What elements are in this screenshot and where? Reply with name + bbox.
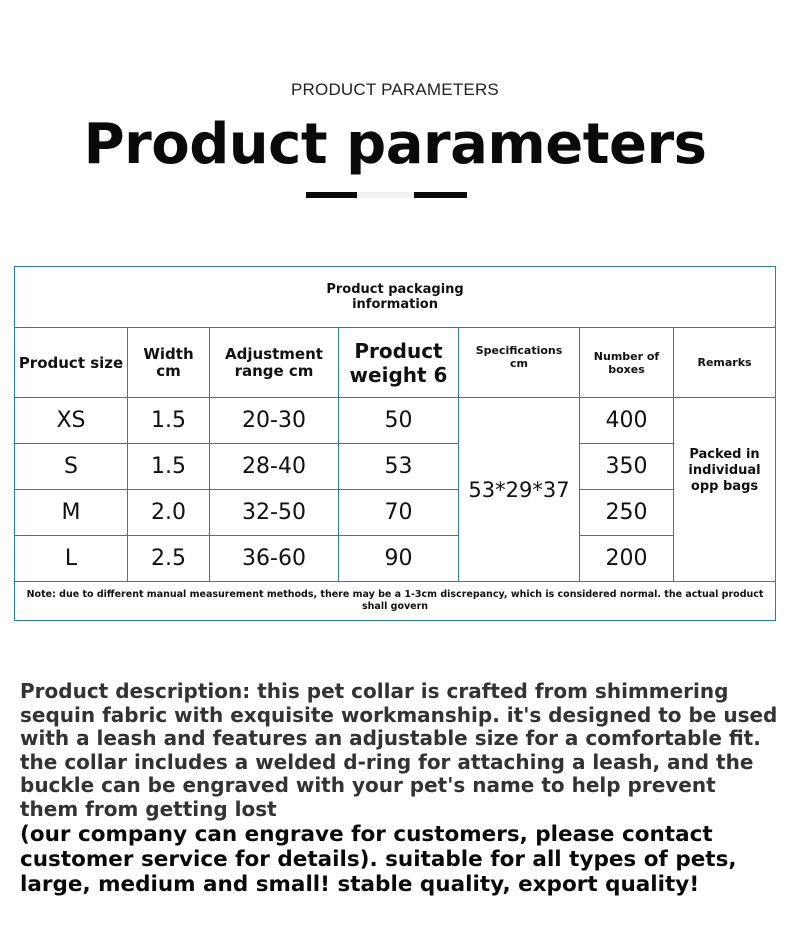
page-subtitle: PRODUCT PARAMETERS: [291, 80, 499, 99]
size-cell: L: [15, 536, 128, 582]
column-header-row: [15, 328, 776, 398]
product-description: Product description: this pet collar is crafted from shimmering sequin fabric with exquisite workmanship. it's designed to be used with a leash and features an adjustable size for a comfortable fit. the collar includes a welded d-ring for attaching a leash, and the buckle can be engraved with your pet's name to help prevent them from getting lost: [20, 679, 778, 821]
size-cell: XS: [15, 398, 128, 444]
width-cell: 2.5: [128, 536, 210, 582]
size-cell: M: [15, 490, 128, 536]
col-header-adjustment: Adjustment range cm: [210, 328, 339, 398]
company-engraving-note: (our company can engrave for customers, please contact customer service for details). suitable for all types of pets, large, medium and small! stable quality, export quality!: [20, 822, 737, 897]
range-cell: 28-40: [210, 444, 339, 490]
width-cell: 1.5: [128, 398, 210, 444]
range-cell: 36-60: [210, 536, 339, 582]
col-header-width: Width cm: [128, 328, 210, 398]
range-cell: 32-50: [210, 490, 339, 536]
remarks-cell: Packed in individual opp bags: [674, 398, 776, 582]
col-header-remarks: Remarks: [674, 328, 776, 398]
boxes-cell: 400: [580, 398, 674, 444]
title-underline-right: [414, 192, 467, 198]
title-underline-left: [306, 192, 357, 198]
size-cell: S: [15, 444, 128, 490]
col-header-boxes: Number of boxes: [580, 328, 674, 398]
page-title: Product parameters: [83, 112, 707, 177]
table-row: [15, 398, 776, 444]
width-cell: 2.0: [128, 490, 210, 536]
range-cell: 20-30: [210, 398, 339, 444]
table-row: [15, 444, 776, 490]
weight-cell: 50: [339, 398, 459, 444]
weight-cell: 53: [339, 444, 459, 490]
boxes-cell: 200: [580, 536, 674, 582]
col-header-weight: Product weight 6: [339, 328, 459, 398]
table-row: [15, 536, 776, 582]
col-header-specifications: Specifications cm: [459, 328, 580, 398]
weight-cell: 70: [339, 490, 459, 536]
specifications-cell: 53*29*37: [459, 398, 580, 582]
title-underline-gap: [357, 192, 414, 198]
packaging-info-label: Product packaging information: [326, 282, 464, 312]
parameters-table: [14, 266, 776, 621]
boxes-cell: 250: [580, 490, 674, 536]
col-header-size: Product size: [15, 328, 128, 398]
width-cell: 1.5: [128, 444, 210, 490]
boxes-cell: 350: [580, 444, 674, 490]
packaging-info-header: [15, 267, 776, 328]
table-row: [15, 490, 776, 536]
measurement-note: Note: due to different manual measurement methods, there may be a 1-3cm discrepancy, which is considered normal. the actual product shall govern: [15, 582, 776, 621]
weight-cell: 90: [339, 536, 459, 582]
